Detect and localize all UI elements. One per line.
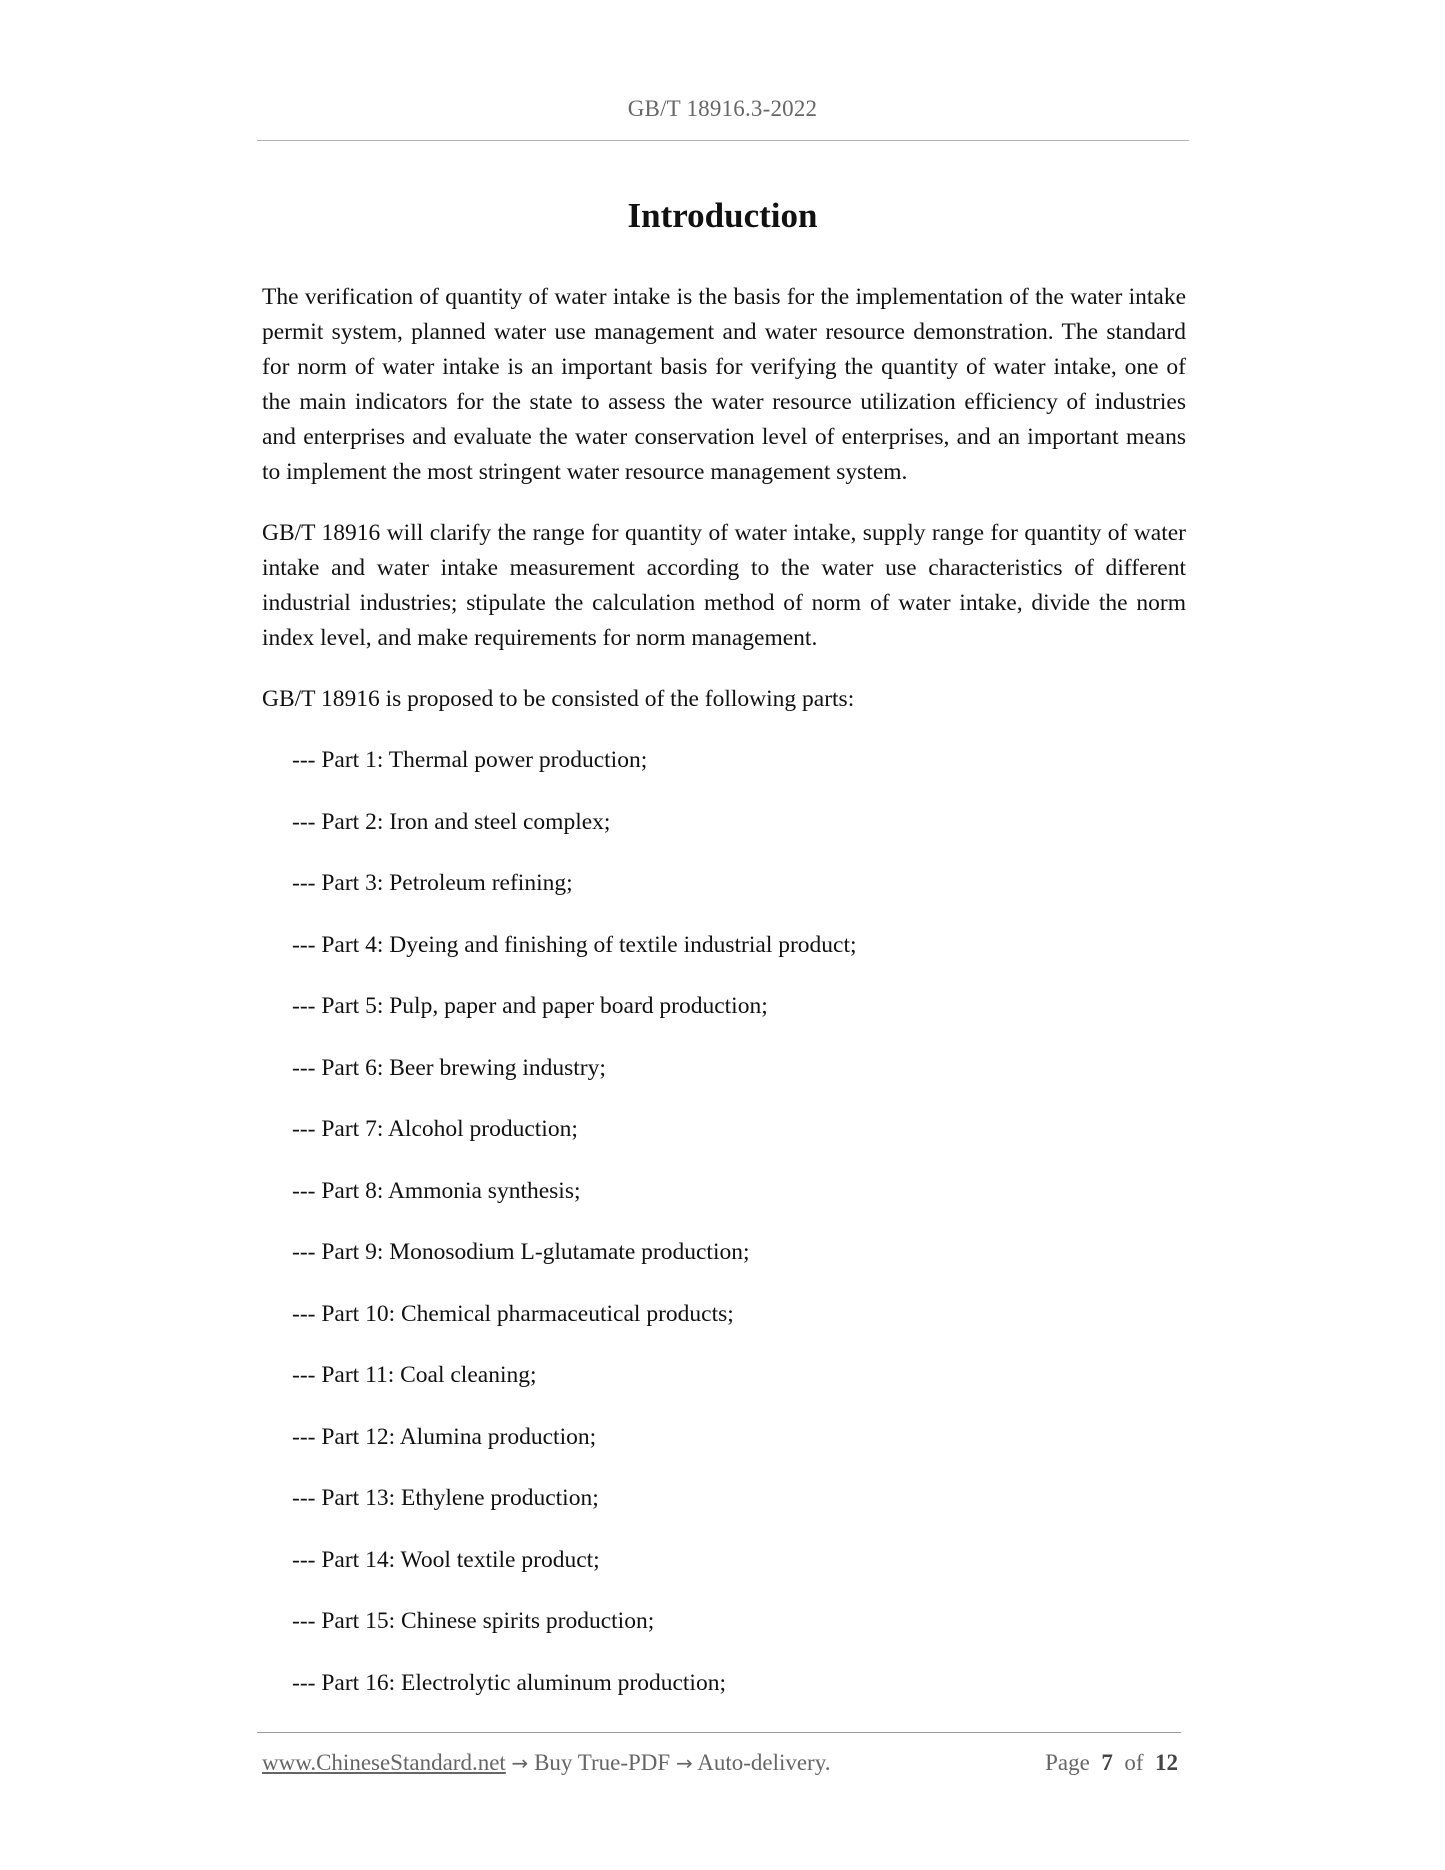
page-title: Introduction bbox=[627, 196, 818, 235]
arrow-right-icon: → bbox=[511, 1751, 529, 1775]
parts-list bbox=[262, 743, 1186, 1701]
auto-delivery-text: Auto-delivery. bbox=[697, 1750, 831, 1775]
buy-pdf-text: Buy True-PDF bbox=[534, 1750, 671, 1775]
list-item: --- Part 8: Ammonia synthesis; bbox=[292, 1177, 581, 1204]
intro-paragraph-2: GB/T 18916 will clarify the range for quantity of water intake, supply range for quantity of water intake and water intake measurement according to the water use characteristics of different industrial industries; stipulate the calculation method of norm of water intake, divide the norm index level, and make requirements for norm management. bbox=[262, 520, 1186, 651]
website-link[interactable]: www.ChineseStandard.net bbox=[262, 1750, 506, 1775]
list-item: --- Part 1: Thermal power production; bbox=[292, 747, 648, 773]
footer-divider bbox=[257, 1732, 1181, 1733]
list-item: --- Part 6: Beer brewing industry; bbox=[292, 1054, 606, 1081]
list-item: --- Part 10: Chemical pharmaceutical products; bbox=[292, 1300, 734, 1327]
header-divider bbox=[257, 140, 1189, 141]
list-item: --- Part 2: Iron and steel complex; bbox=[292, 808, 611, 835]
page-current: 7 bbox=[1101, 1750, 1113, 1775]
intro-paragraph-3: GB/T 18916 is proposed to be consisted of the following parts: bbox=[262, 686, 855, 712]
intro-paragraph-1: The verification of quantity of water intake is the basis for the implementation of the water intake permit system, planned water use management and water resource demonstration. The standard for norm of water intake is an important basis for verifying the quantity of water intake, one of the main indicators for the state to assess the water resource utilization efficiency of industries and enterprises and evaluate the water conservation level of enterprises, and an important means to implement the most stringent water resource management system. bbox=[262, 284, 1186, 485]
list-item: --- Part 5: Pulp, paper and paper board production; bbox=[292, 993, 768, 1019]
page-total: 12 bbox=[1155, 1750, 1178, 1775]
list-item: --- Part 13: Ethylene production; bbox=[292, 1485, 599, 1511]
list-item: --- Part 15: Chinese spirits production; bbox=[292, 1608, 655, 1634]
list-item: --- Part 16: Electrolytic aluminum production; bbox=[292, 1669, 726, 1696]
list-item: --- Part 3: Petroleum refining; bbox=[292, 870, 573, 896]
page-indicator bbox=[1045, 1750, 1178, 1776]
footer-promo bbox=[262, 1750, 830, 1776]
list-item: --- Part 4: Dyeing and finishing of textile industrial product; bbox=[292, 931, 857, 958]
document-header: GB/T 18916.3-2022 bbox=[627, 96, 818, 121]
list-item: --- Part 12: Alumina production; bbox=[292, 1423, 597, 1450]
page-label: Page bbox=[1045, 1750, 1090, 1775]
list-item: --- Part 11: Coal cleaning; bbox=[292, 1362, 537, 1388]
list-item: --- Part 9: Monosodium L-glutamate production; bbox=[292, 1239, 750, 1265]
list-item: --- Part 14: Wool textile product; bbox=[292, 1546, 600, 1573]
list-item: --- Part 7: Alcohol production; bbox=[292, 1116, 578, 1142]
page-of: of bbox=[1124, 1750, 1144, 1775]
document-body bbox=[262, 280, 1186, 1727]
arrow-right-icon: → bbox=[675, 1751, 693, 1775]
